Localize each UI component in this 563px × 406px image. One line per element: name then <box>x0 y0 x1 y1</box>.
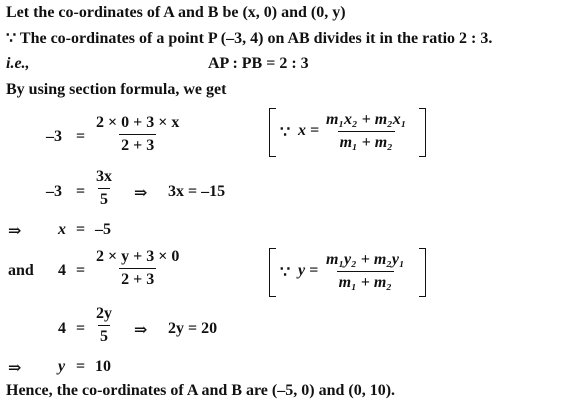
eq2-lhs: –3 <box>46 183 62 200</box>
formula-x-left-bracket <box>269 108 276 157</box>
eq3-implies: ⇒ <box>8 223 22 240</box>
eq4-lhs: 4 <box>58 262 66 279</box>
eq3-rhs: –5 <box>95 221 111 238</box>
formula-y-numerator: m₁y₂ + m₂y₁ <box>326 251 405 268</box>
eq1-numerator: 2 × 0 + 3 × x <box>96 114 180 131</box>
formula-y-since: ∵ <box>280 264 291 281</box>
eq2-equals: = <box>76 183 86 200</box>
formula-x-right-bracket <box>419 108 426 157</box>
formula-y-var: y = <box>298 262 319 279</box>
formula-y-fraction <box>324 252 407 291</box>
formula-x-fraction <box>324 112 408 151</box>
eq2-implies: ⇒ <box>134 185 148 202</box>
eq3-equals: = <box>76 221 86 238</box>
section-formula-line: By using section formula, we get <box>6 81 227 98</box>
eq2-fraction <box>94 169 114 208</box>
formula-x-since: ∵ <box>280 124 291 141</box>
eq1-equals: = <box>76 128 86 145</box>
eq4-equals: = <box>76 262 86 279</box>
eq5-equals: = <box>76 320 86 337</box>
eq2-numerator: 3x <box>96 168 112 185</box>
eq3-lhs: x <box>58 221 66 238</box>
eq6-implies: ⇒ <box>8 360 22 377</box>
given-line: ∵ The co-ordinates of a point P (–3, 4) on AB divides it in the ratio 2 : 3. <box>6 30 493 47</box>
eq6-rhs: 10 <box>95 358 111 375</box>
formula-x-var: x = <box>298 122 320 139</box>
formula-y-left-bracket <box>269 248 276 297</box>
eq5-rhs: 2y = 20 <box>168 320 218 337</box>
eq6-lhs: y <box>58 358 66 375</box>
eq4-fraction <box>94 249 181 288</box>
intro-line: Let the co-ordinates of A and B be (x, 0) and (0, y) <box>6 4 346 21</box>
eq1-lhs: –3 <box>46 128 62 145</box>
formula-x-denominator: m₁ + m₂ <box>338 131 395 151</box>
ie-label: i.e., <box>6 55 30 72</box>
eq5-fraction <box>94 306 114 345</box>
eq6-equals: = <box>76 358 86 375</box>
formula-x-numerator: m₁x₂ + m₂x₁ <box>326 111 407 128</box>
eq4-and: and <box>8 262 34 279</box>
eq5-implies: ⇒ <box>134 322 148 339</box>
eq5-numerator: 2y <box>96 305 112 322</box>
eq2-rhs: 3x = –15 <box>168 183 226 200</box>
eq1-denominator: 2 + 3 <box>119 134 156 154</box>
eq5-lhs: 4 <box>58 320 66 337</box>
eq4-numerator: 2 × y + 3 × 0 <box>96 248 180 265</box>
ratio-line: AP : PB = 2 : 3 <box>208 55 309 72</box>
conclusion-line: Hence, the co-ordinates of A and B are (–5, 0) and (0, 10). <box>6 382 396 399</box>
eq4-denominator: 2 + 3 <box>119 268 156 288</box>
formula-y-right-bracket <box>419 248 426 297</box>
eq1-fraction <box>94 115 181 154</box>
eq2-denominator: 5 <box>98 188 110 208</box>
eq5-denominator: 5 <box>98 325 110 345</box>
formula-y-denominator: m₁ + m₂ <box>337 271 394 291</box>
